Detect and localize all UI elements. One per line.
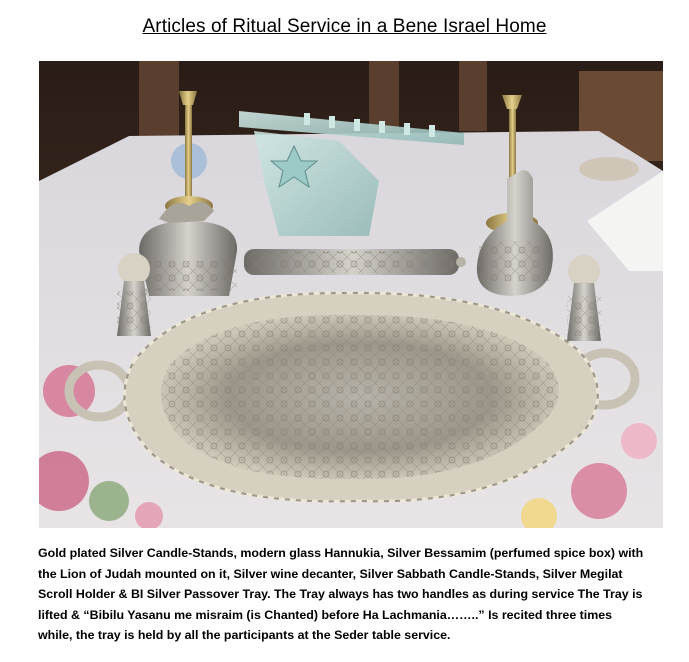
page-title: Articles of Ritual Service in a Bene Israel Home	[142, 16, 547, 37]
candle-stand-icon	[567, 255, 601, 341]
caption-line: the Lion of Judah mounted on it, Silver wine decanter, Silver Sabbath Candle-Stands, Silver Megilat	[38, 566, 623, 581]
caption-line: while, the tray is held by all the participants at the Seder table service.	[38, 628, 451, 642]
caption-line: lifted & “Bibilu Yasanu me misraim (is Chanted) before Ha Lachmania……..” Is recited three times	[38, 607, 613, 622]
caption-line: Scroll Holder & BI Silver Passover Tray. The Tray always has two handles as during service The Tray is	[38, 587, 643, 601]
candle-stand-icon	[117, 253, 151, 336]
ritual-items-photo	[39, 61, 663, 528]
caption-line: Gold plated Silver Candle-Stands, modern glass Hannukia, Silver Bessamim (perfumed spice box) with	[38, 546, 644, 560]
scroll-holder-icon	[244, 249, 466, 275]
photo-illustration	[39, 61, 663, 528]
photo-caption	[38, 543, 658, 646]
